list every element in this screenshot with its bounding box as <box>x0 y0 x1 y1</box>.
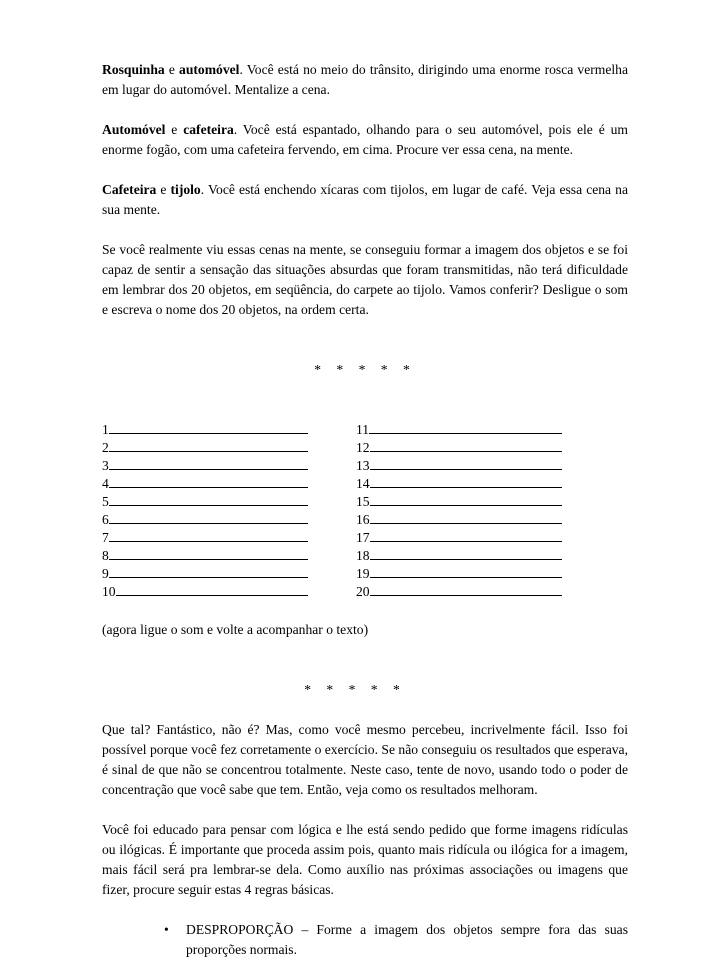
bold-term: Automóvel <box>102 122 166 137</box>
paragraph-text: . Você está espantado, olhando para o seu automóvel, pois ele é um enorme fogão, com uma cafeteira fervendo, em cima. Procure ver essa cena, na mente. <box>102 122 628 157</box>
separator-stars: * * * * * <box>314 362 416 377</box>
answer-blank-line[interactable] <box>109 528 308 542</box>
answer-number: 13 <box>356 458 370 473</box>
answer-grid <box>102 420 628 600</box>
rule-text: DESPROPORÇÃO – Forme a imagem dos objetos sempre fora das suas proporções normais. <box>186 922 628 957</box>
answer-row <box>356 546 610 564</box>
answer-row <box>102 474 356 492</box>
answer-blank-line[interactable] <box>370 510 562 524</box>
answer-row <box>356 492 610 510</box>
document-page <box>102 60 628 960</box>
answer-number: 9 <box>102 566 109 581</box>
answer-number: 3 <box>102 458 109 473</box>
answer-column-left <box>102 420 356 600</box>
answer-row <box>356 510 610 528</box>
answer-number: 4 <box>102 476 109 491</box>
answer-row <box>102 564 356 582</box>
separator-stars: * * * * * <box>304 682 406 697</box>
answer-number: 8 <box>102 548 109 563</box>
connector: e <box>164 62 180 77</box>
note-text: (agora ligue o som e volte a acompanhar o texto) <box>102 622 369 637</box>
bullet-icon: • <box>164 922 169 937</box>
answer-blank-line[interactable] <box>116 582 308 596</box>
answer-number: 11 <box>356 422 370 437</box>
answer-number: 10 <box>102 584 116 599</box>
answer-blank-line[interactable] <box>109 438 308 452</box>
bold-term: cafeteira <box>183 122 234 137</box>
answer-blank-line[interactable] <box>370 582 562 596</box>
answer-column-right <box>356 420 610 600</box>
paragraph-automovel <box>102 120 628 160</box>
answer-row <box>102 510 356 528</box>
answer-blank-line[interactable] <box>370 492 562 506</box>
answer-number: 20 <box>356 584 370 599</box>
bold-term: Rosquinha <box>102 62 165 77</box>
answer-row <box>102 456 356 474</box>
paragraph-result: Que tal? Fantástico, não é? Mas, como você mesmo percebeu, incrivelmente fácil. Isso foi possível porque você fez corretamente o exercício. Se não conseguiu os resultados que esperava, é sinal de que não se concentrou totalmente. Neste caso, tente de novo, usando todo o poder de concentração que você sabe que tem. Então, veja como os resultados melhoram. <box>102 722 628 797</box>
paragraph-instructions: Se você realmente viu essas cenas na mente, se conseguiu formar a imagem dos objetos e se foi capaz de sentir a sensação das situações absurdas que foram transmitidas, não terá dificuldade em lembrar dos 20 objetos, em seqüência, do carpete ao tijolo. Vamos conferir? Desligue o som e escreva o nome dos 20 objetos, na ordem certa. <box>102 242 628 317</box>
answer-blank-line[interactable] <box>369 420 562 434</box>
answer-blank-line[interactable] <box>109 510 308 524</box>
answer-blank-line[interactable] <box>370 564 562 578</box>
answer-row <box>102 528 356 546</box>
answer-blank-line[interactable] <box>109 564 308 578</box>
answer-row <box>102 546 356 564</box>
answer-blank-line[interactable] <box>370 474 562 488</box>
answer-blank-line[interactable] <box>370 438 562 452</box>
answer-number: 2 <box>102 440 109 455</box>
rule-list-item <box>102 920 628 960</box>
answer-number: 18 <box>356 548 370 563</box>
answer-number: 6 <box>102 512 109 527</box>
answer-row <box>102 582 356 600</box>
answer-row <box>356 474 610 492</box>
answer-row <box>356 582 610 600</box>
answer-blank-line[interactable] <box>109 474 308 488</box>
answer-row <box>102 492 356 510</box>
answer-number: 5 <box>102 494 109 509</box>
answer-blank-line[interactable] <box>109 492 308 506</box>
answer-number: 19 <box>356 566 370 581</box>
answer-number: 7 <box>102 530 109 545</box>
answer-blank-line[interactable] <box>370 546 562 560</box>
answer-number: 16 <box>356 512 370 527</box>
answer-row <box>356 456 610 474</box>
bold-term: tijolo <box>170 182 201 197</box>
answer-number: 1 <box>102 422 109 437</box>
connector: e <box>165 122 184 137</box>
answer-number: 15 <box>356 494 370 509</box>
paragraph-rules-intro: Você foi educado para pensar com lógica e lhe está sendo pedido que forme imagens ridículas ou ilógicas. É importante que proceda assim pois, quanto mais ridícula ou ilógica for a imagem, mais fácil será pra lembrar-se dela. Como auxílio nas próximas associações ou imagens que fizer, procure seguir estas 4 regras básicas. <box>102 822 628 897</box>
answer-row <box>102 438 356 456</box>
bold-term: Cafeteira <box>102 182 157 197</box>
paragraph-cafeteira <box>102 180 628 220</box>
answer-blank-line[interactable] <box>370 456 562 470</box>
answer-blank-line[interactable] <box>109 456 308 470</box>
answer-row <box>356 528 610 546</box>
connector: e <box>156 182 171 197</box>
answer-blank-line[interactable] <box>109 420 308 434</box>
answer-number: 12 <box>356 440 370 455</box>
answer-number: 14 <box>356 476 370 491</box>
answer-row <box>356 438 610 456</box>
paragraph-rosquinha <box>102 60 628 100</box>
answer-blank-line[interactable] <box>370 528 562 542</box>
answer-blank-line[interactable] <box>109 546 308 560</box>
paragraph-text: . Você está no meio do trânsito, dirigindo uma enorme rosca vermelha em lugar do automóvel. Mentalize a cena. <box>102 62 628 97</box>
bold-term: automóvel <box>179 62 240 77</box>
answer-row <box>356 420 610 438</box>
paragraph-text: . Você está enchendo xícaras com tijolos, em lugar de café. Veja essa cena na sua mente. <box>102 182 628 217</box>
answer-row <box>102 420 356 438</box>
answer-row <box>356 564 610 582</box>
answer-number: 17 <box>356 530 370 545</box>
